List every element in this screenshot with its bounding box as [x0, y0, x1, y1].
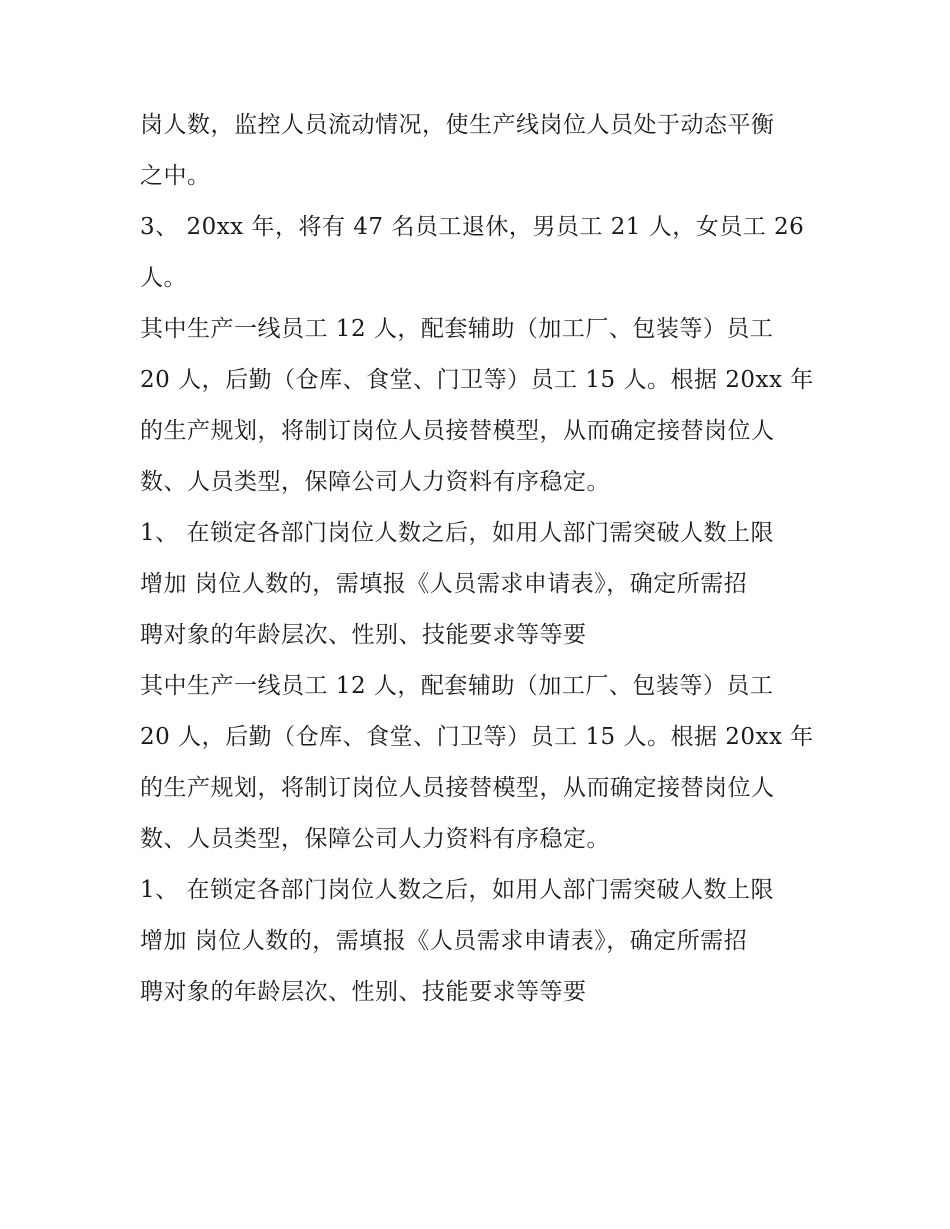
text-line: 数、人员类型，保障公司人力资料有序稳定。: [140, 826, 610, 852]
text-line: 其中生产一线员工 12 人，配套辅助（加工厂、包装等）员工: [140, 316, 774, 342]
text-line: 数、人员类型，保障公司人力资料有序稳定。: [140, 469, 610, 495]
text-line: 增加 岗位人数的，需填报《人员需求申请表》，确定所需招: [140, 928, 748, 954]
text-line: 3、 20xx 年，将有 47 名员工退休，男员工 21 人，女员工 26: [140, 214, 805, 240]
text-line: 20 人，后勤（仓库、食堂、门卫等）员工 15 人。根据 20xx 年: [140, 367, 814, 393]
text-line: 其中生产一线员工 12 人，配套辅助（加工厂、包装等）员工: [140, 673, 774, 699]
text-line: 的生产规划，将制订岗位人员接替模型，从而确定接替岗位人: [140, 418, 775, 444]
text-line: 之中。: [140, 163, 211, 189]
text-line: 的生产规划，将制订岗位人员接替模型，从而确定接替岗位人: [140, 775, 775, 801]
text-line: 岗人数，监控人员流动情况，使生产线岗位人员处于动态平衡: [140, 112, 775, 138]
text-line: 1、 在锁定各部门岗位人数之后，如用人部门需突破人数上限: [140, 520, 774, 546]
text-line: 聘对象的年龄层次、性别、技能要求等等要: [140, 979, 587, 1005]
text-line: 聘对象的年龄层次、性别、技能要求等等要: [140, 622, 587, 648]
text-line: 增加 岗位人数的，需填报《人员需求申请表》，确定所需招: [140, 571, 748, 597]
text-line: 人。: [140, 265, 187, 291]
document-body: [140, 100, 830, 1018]
text-line: 1、 在锁定各部门岗位人数之后，如用人部门需突破人数上限: [140, 877, 774, 903]
text-line: 20 人，后勤（仓库、食堂、门卫等）员工 15 人。根据 20xx 年: [140, 724, 814, 750]
